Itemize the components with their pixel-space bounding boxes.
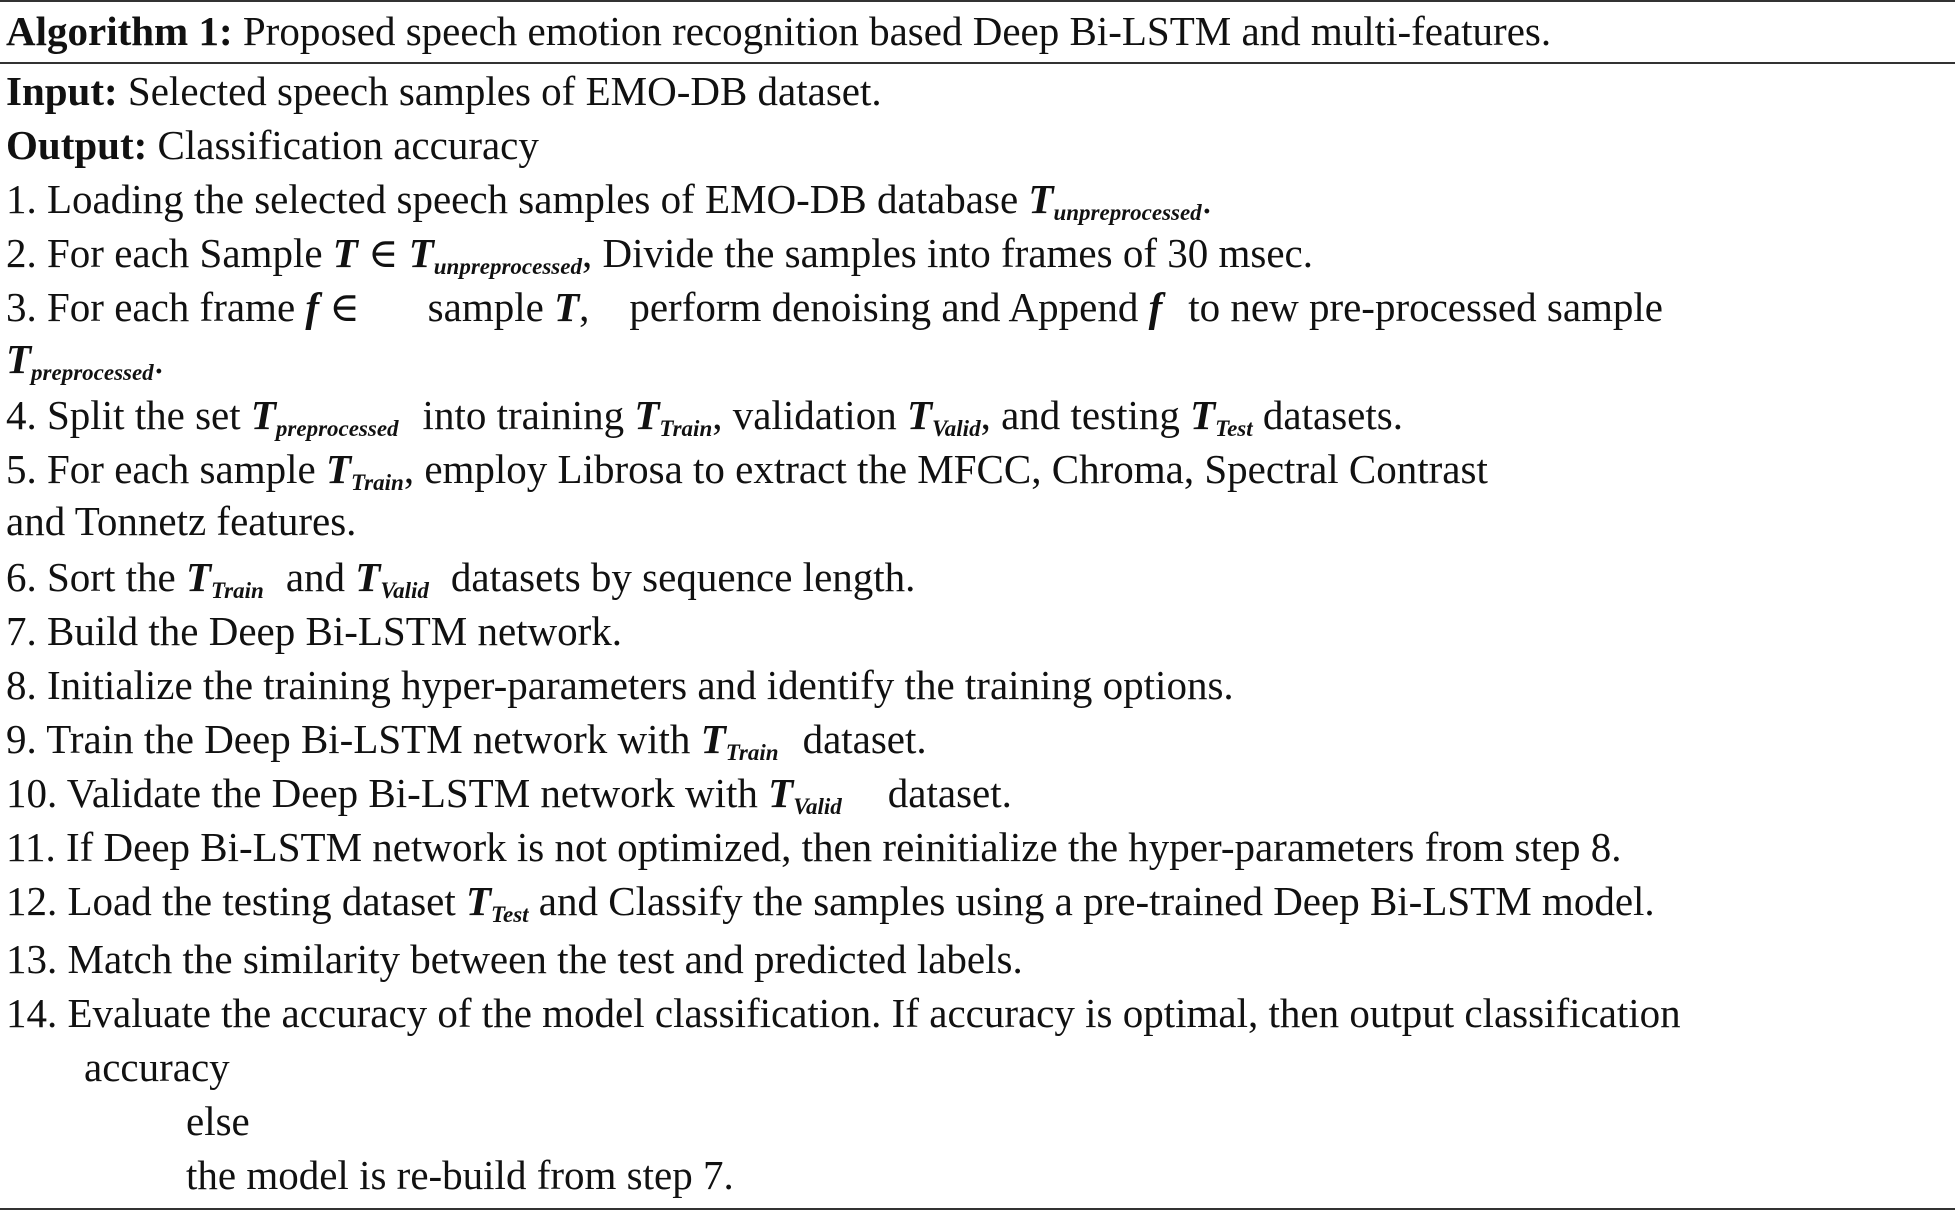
step-4-validation: , validation [712,392,907,438]
top-rule [0,0,1955,2]
step-9-text: 9. Train the Deep Bi-LSTM network with [6,716,701,762]
step-6-and: and [285,554,356,600]
step-13-text: 13. Match the similarity between the test and predicted labels. [6,936,1023,982]
var-t: T [466,878,492,924]
step-14-else [186,1096,250,1146]
step-8 [6,660,1234,710]
step-11-text: 11. If Deep Bi-LSTM network is not optimized, then reinitialize the hyper-parameters from step 8. [6,824,1622,870]
step-5-rest: , employ Librosa to extract the MFCC, Chroma, Spectral Contrast [403,446,1488,492]
step-1-text: 1. Loading the selected speech samples of EMO-DB database [6,176,1029,222]
step-6-text: 6. Sort the [6,554,186,600]
sub-valid: Valid [380,578,429,603]
step-8-text: 8. Initialize the training hyper-parameters and identify the training options. [6,662,1234,708]
step-12-text: 12. Load the testing dataset [6,878,466,924]
step-1-end: . [1201,176,1212,222]
var-t: T [1190,392,1216,438]
var-t: T [325,446,351,492]
output-label: Output: [6,122,148,168]
step-6-end: datasets by sequence length. [450,554,916,600]
step-14-rebuild [186,1150,734,1200]
step-4-text: 4. Split the set [6,392,251,438]
input-line [6,66,882,116]
sub-test: Test [491,902,529,927]
step-5-end: and Tonnetz features. [6,498,357,544]
step-4-training: into training [422,392,635,438]
var-t: T [250,392,276,438]
step-14-accuracy-text: accuracy [84,1044,230,1090]
step-7 [6,606,622,656]
sub-preprocessed: preprocessed [31,360,154,385]
sub-unpreprocessed: unpreprocessed [433,254,582,279]
sub-test: Test [1215,416,1253,441]
step-9-end: dataset. [802,716,927,762]
bottom-rule [0,1208,1955,1210]
var-t: T [355,554,381,600]
step-3-end: . [153,336,164,382]
step-4-end: datasets. [1262,392,1403,438]
step-11 [6,822,1622,872]
step-3 [6,282,1663,332]
step-10-text: 10. Validate the Deep Bi-LSTM network with [6,770,769,816]
step-7-text: 7. Build the Deep Bi-LSTM network. [6,608,623,654]
step-2-text: 2. For each Sample [6,230,333,276]
algorithm-title: Proposed speech emotion recognition based Deep Bi-LSTM and multi-features. [242,8,1552,54]
var-f: f [1148,284,1163,330]
element-of-symbol: ∈ [329,284,360,330]
sub-preprocessed: preprocessed [275,416,399,441]
sub-train: Train [350,470,404,495]
sub-valid: Valid [793,794,842,819]
caption-rule [0,62,1955,64]
step-14-rebuild-text: the model is re-build from step 7. [186,1152,734,1198]
var-t: T [332,230,358,276]
step-13 [6,934,1023,984]
var-t: T [634,392,660,438]
step-14-accuracy [84,1042,230,1092]
var-t: T [906,392,932,438]
input-text: Selected speech samples of EMO-DB dataset. [127,68,882,114]
step-4-testing: , and testing [980,392,1191,438]
algorithm-label: Algorithm 1: [6,8,233,54]
step-3-cont [6,334,164,398]
element-of-symbol: ∈ [368,230,399,276]
var-t: T [554,284,580,330]
step-3-sample: sample [427,284,555,330]
step-5-cont [6,496,356,546]
step-12 [6,876,1655,940]
step-12-rest: and Classify the samples using a pre-trained Deep Bi-LSTM model. [528,878,1655,924]
step-3-action: perform denoising and Append [629,284,1149,330]
input-label: Input: [6,68,118,114]
sub-train: Train [210,578,264,603]
var-t: T [185,554,211,600]
step-3-text: 3. For each frame [6,284,306,330]
var-t: T [700,716,726,762]
sub-train: Train [725,740,779,765]
var-t: T [6,336,32,382]
algorithm-caption [6,6,1551,56]
step-14-else-text: else [186,1098,250,1144]
step-3-target: to new pre-processed sample [1188,284,1663,330]
var-t: T [1028,176,1054,222]
step-3-comma: , [579,284,590,330]
sub-valid: Valid [932,416,981,441]
step-2-end: , Divide the samples into frames of 30 msec. [581,230,1313,276]
output-text: Classification accuracy [157,122,539,168]
sub-unpreprocessed: unpreprocessed [1053,200,1202,225]
var-f: f [305,284,320,330]
step-14 [6,988,1681,1038]
step-10-end: dataset. [887,770,1012,816]
sub-train: Train [659,416,713,441]
output-line [6,120,539,170]
step-14-text: 14. Evaluate the accuracy of the model classification. If accuracy is optimal, then output classification [6,990,1681,1036]
var-t: T [768,770,794,816]
var-t: T [408,230,434,276]
step-5-text: 5. For each sample [6,446,326,492]
